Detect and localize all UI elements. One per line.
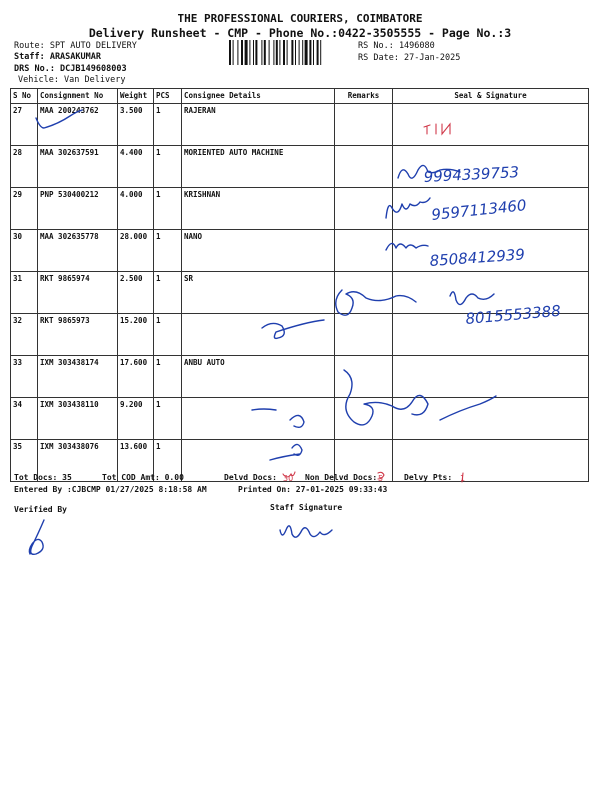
cell-weight: 3.500 (118, 104, 154, 146)
rs-number: RS No.: 1496080 (358, 41, 435, 51)
cell-pcs: 1 (154, 314, 182, 356)
table-row (11, 314, 589, 356)
cell-pcs: 1 (154, 230, 182, 272)
delvy-pts-value: 1 (460, 474, 466, 483)
route-label: Route: SPT AUTO DELIVERY (14, 41, 137, 51)
printed-on: Printed On: 27-01-2025 09:33:43 (238, 485, 388, 494)
col-header-weight: Weight (118, 89, 154, 104)
cell-weight: 4.400 (118, 146, 154, 188)
col-header-consignment: Consignment No (38, 89, 118, 104)
col-header-sno: S No (11, 89, 38, 104)
staff-label: Staff: ARASAKUMAR (14, 52, 101, 62)
non-delvd-docs-value: 5 (378, 474, 384, 483)
cell-signature (393, 188, 589, 230)
cell-sno: 27 (11, 104, 38, 146)
handwritten-phone-row-28: 9994339753 (423, 163, 520, 186)
cell-consignment: MAA 200243762 (38, 104, 118, 146)
cell-remarks (335, 104, 393, 146)
delivered-docs-label: Delvd Docs: (224, 473, 277, 482)
rs-date: RS Date: 27-Jan-2025 (358, 53, 461, 63)
table-row (11, 104, 589, 146)
cell-consignee: KRISHNAN (182, 188, 335, 230)
table-row (11, 272, 589, 314)
cell-sno: 35 (11, 440, 38, 482)
cell-sno: 30 (11, 230, 38, 272)
cell-remarks (335, 230, 393, 272)
cell-signature (393, 398, 589, 440)
col-header-consignee: Consignee Details (182, 89, 335, 104)
cell-consignee: RAJERAN (182, 104, 335, 146)
handwritten-phone-row-29: 9597113460 (430, 196, 528, 224)
vehicle-label: Vehicle: Van Delivery (18, 75, 126, 85)
cell-signature (393, 272, 589, 314)
total-docs: Tot Docs: 35 (14, 473, 72, 482)
cell-pcs: 1 (154, 146, 182, 188)
cell-remarks (335, 188, 393, 230)
cell-consignment: RKT 9865973 (38, 314, 118, 356)
table-row (11, 356, 589, 398)
cell-remarks (335, 356, 393, 398)
cell-consignment: IXM 303438174 (38, 356, 118, 398)
cell-weight: 9.200 (118, 398, 154, 440)
cell-sno: 28 (11, 146, 38, 188)
cell-weight: 15.200 (118, 314, 154, 356)
cell-consignment: RKT 9865974 (38, 272, 118, 314)
drs-number: DRS No.: DCJB149608003 (14, 64, 127, 74)
table-row (11, 398, 589, 440)
cell-sno: 32 (11, 314, 38, 356)
col-header-seal-signature: Seal & Signature (393, 89, 589, 104)
cell-remarks (335, 272, 393, 314)
cell-consignee: NANO (182, 230, 335, 272)
cell-signature (393, 314, 589, 356)
cell-pcs: 1 (154, 398, 182, 440)
cell-consignee: SR (182, 272, 335, 314)
verified-by-signature (29, 520, 44, 554)
cell-pcs: 1 (154, 272, 182, 314)
entered-by: Entered By :CJBCMP 01/27/2025 8:18:58 AM (14, 485, 207, 494)
cell-remarks (335, 146, 393, 188)
table-row (11, 188, 589, 230)
cell-signature (393, 356, 589, 398)
cell-weight: 28.000 (118, 230, 154, 272)
staff-signature-label: Staff Signature (270, 503, 343, 512)
runsheet-table (10, 88, 589, 482)
col-header-remarks: Remarks (335, 89, 393, 104)
cell-pcs: 1 (154, 188, 182, 230)
cell-consignee: ANBU AUTO (182, 356, 335, 398)
cell-signature (393, 104, 589, 146)
cell-consignment: IXM 303438076 (38, 440, 118, 482)
cell-weight: 17.600 (118, 356, 154, 398)
cell-pcs: 1 (154, 356, 182, 398)
cell-pcs: 1 (154, 104, 182, 146)
runsheet-title: Delivery Runsheet - CMP - Phone No.:0422-3505555 - Page No.:3 (88, 26, 512, 40)
handwritten-phone-row-30: 8508412939 (429, 245, 526, 270)
delvd-docs-value: 30 (283, 474, 294, 483)
table-row (11, 146, 589, 188)
cell-sno: 29 (11, 188, 38, 230)
cell-pcs: 1 (154, 440, 182, 482)
cell-weight: 13.600 (118, 440, 154, 482)
cell-weight: 4.000 (118, 188, 154, 230)
cell-remarks (335, 314, 393, 356)
cell-remarks (335, 398, 393, 440)
cell-signature (393, 146, 589, 188)
cell-consignee (182, 398, 335, 440)
non-delivered-docs-label: Non Delvd Docs: (305, 473, 378, 482)
table-row (11, 440, 589, 482)
cell-consignment: MAA 302637591 (38, 146, 118, 188)
delivery-points-label: Delvy Pts: (404, 473, 453, 482)
cell-sno: 33 (11, 356, 38, 398)
cell-consignee (182, 314, 335, 356)
cell-consignee: MORIENTED AUTO MACHINE (182, 146, 335, 188)
company-title: THE PROFESSIONAL COURIERS, COIMBATORE (177, 12, 423, 25)
handwritten-phone-row-32: 8015553388 (464, 301, 562, 328)
cell-consignment: MAA 302635778 (38, 230, 118, 272)
table-header-row (11, 89, 589, 104)
table-row (11, 230, 589, 272)
total-cod-amount: Tot COD Amt: 0.00 (102, 473, 184, 482)
cell-consignment: PNP 530400212 (38, 188, 118, 230)
col-header-pcs: PCS (154, 89, 182, 104)
staff-signature (280, 526, 332, 537)
barcode-image (228, 40, 354, 65)
cell-sno: 34 (11, 398, 38, 440)
cell-signature (393, 230, 589, 272)
cell-sno: 31 (11, 272, 38, 314)
cell-consignment: IXM 303438110 (38, 398, 118, 440)
verified-by-label: Verified By (14, 505, 67, 514)
cell-weight: 2.500 (118, 272, 154, 314)
